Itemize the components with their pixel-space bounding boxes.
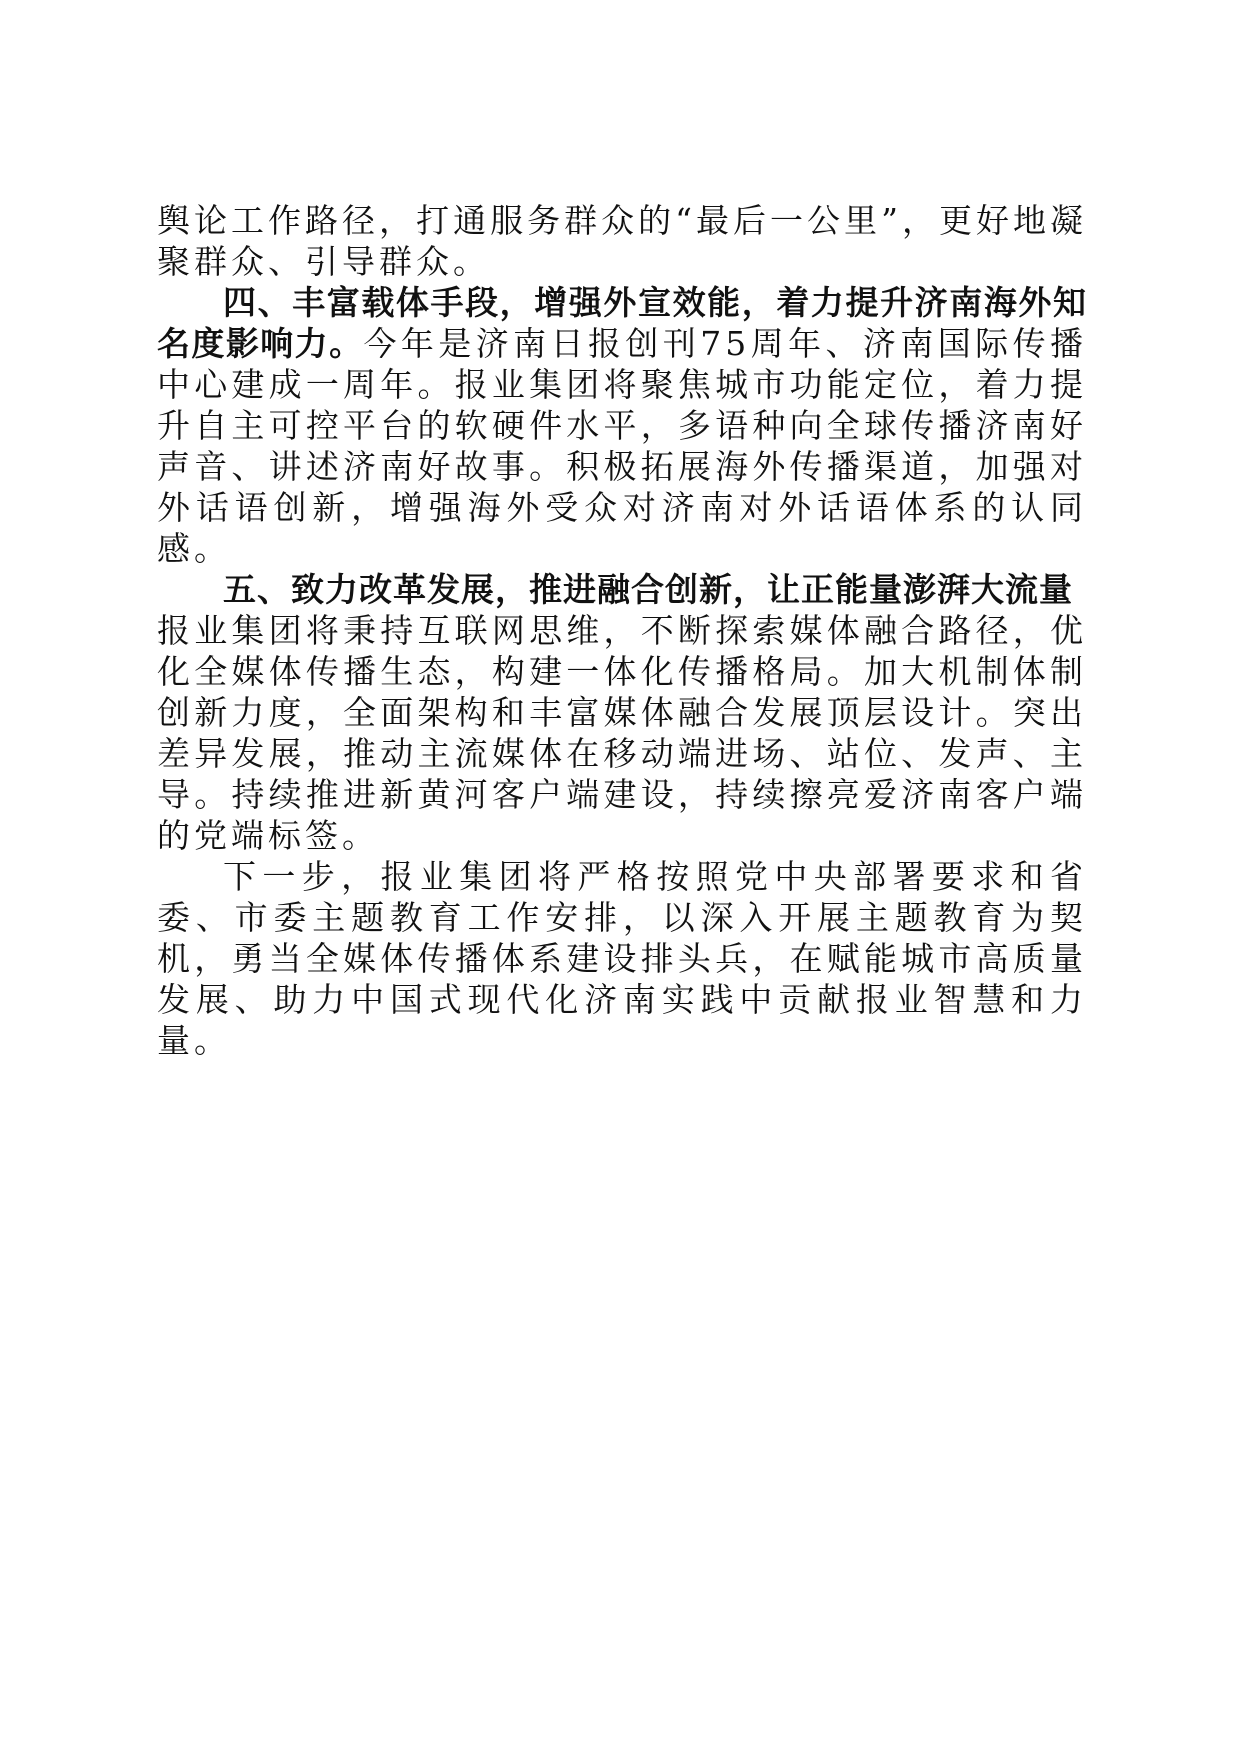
paragraph-text: 下一步，报业集团将严格按照党中央部署要求和省委、市委主题教育工作安排，以深入开展主题教育为契机，勇当全媒体传播体系建设排头兵，在赋能城市高质量发展、助力中国式现代化济南实践中贡献报业智慧和力量。 [157, 857, 1087, 1060]
section-heading-four: 四、丰富载体手段，增强外宣效能，着力提升济南海外知名度影响力。 [157, 283, 1087, 363]
paragraph-continued [157, 200, 1087, 282]
section-heading-five: 五、致力改革发展，推进融合创新，让正能量澎湃大流量 [223, 570, 1073, 609]
paragraph-section-four [157, 282, 1087, 569]
paragraph-section-five [157, 569, 1087, 610]
paragraph-text: 今年是济南日报创刊75周年、济南国际传播中心建成一周年。报业集团将聚焦城市功能定位，着力提升自主可控平台的软硬件水平，多语种向全球传播济南好声音、讲述济南好故事。积极拓展海外传播渠道，加强对外话语创新，增强海外受众对济南对外话语体系的认同感。 [157, 324, 1087, 568]
paragraph-next-step [157, 856, 1087, 1061]
paragraph-text: 舆论工作路径，打通服务群众的“最后一公里”，更好地凝聚群众、引导群众。 [157, 201, 1087, 281]
paragraph-section-five-body [157, 610, 1087, 856]
paragraph-text: 报业集团将秉持互联网思维，不断探索媒体融合路径，优化全媒体传播生态，构建一体化传播格局。加大机制体制创新力度，全面架构和丰富媒体融合发展顶层设计。突出差异发展，推动主流媒体在移动端进场、站位、发声、主导。持续推进新黄河客户端建设，持续擦亮爱济南客户端的党端标签。 [157, 611, 1087, 855]
document-body [157, 200, 1087, 1061]
